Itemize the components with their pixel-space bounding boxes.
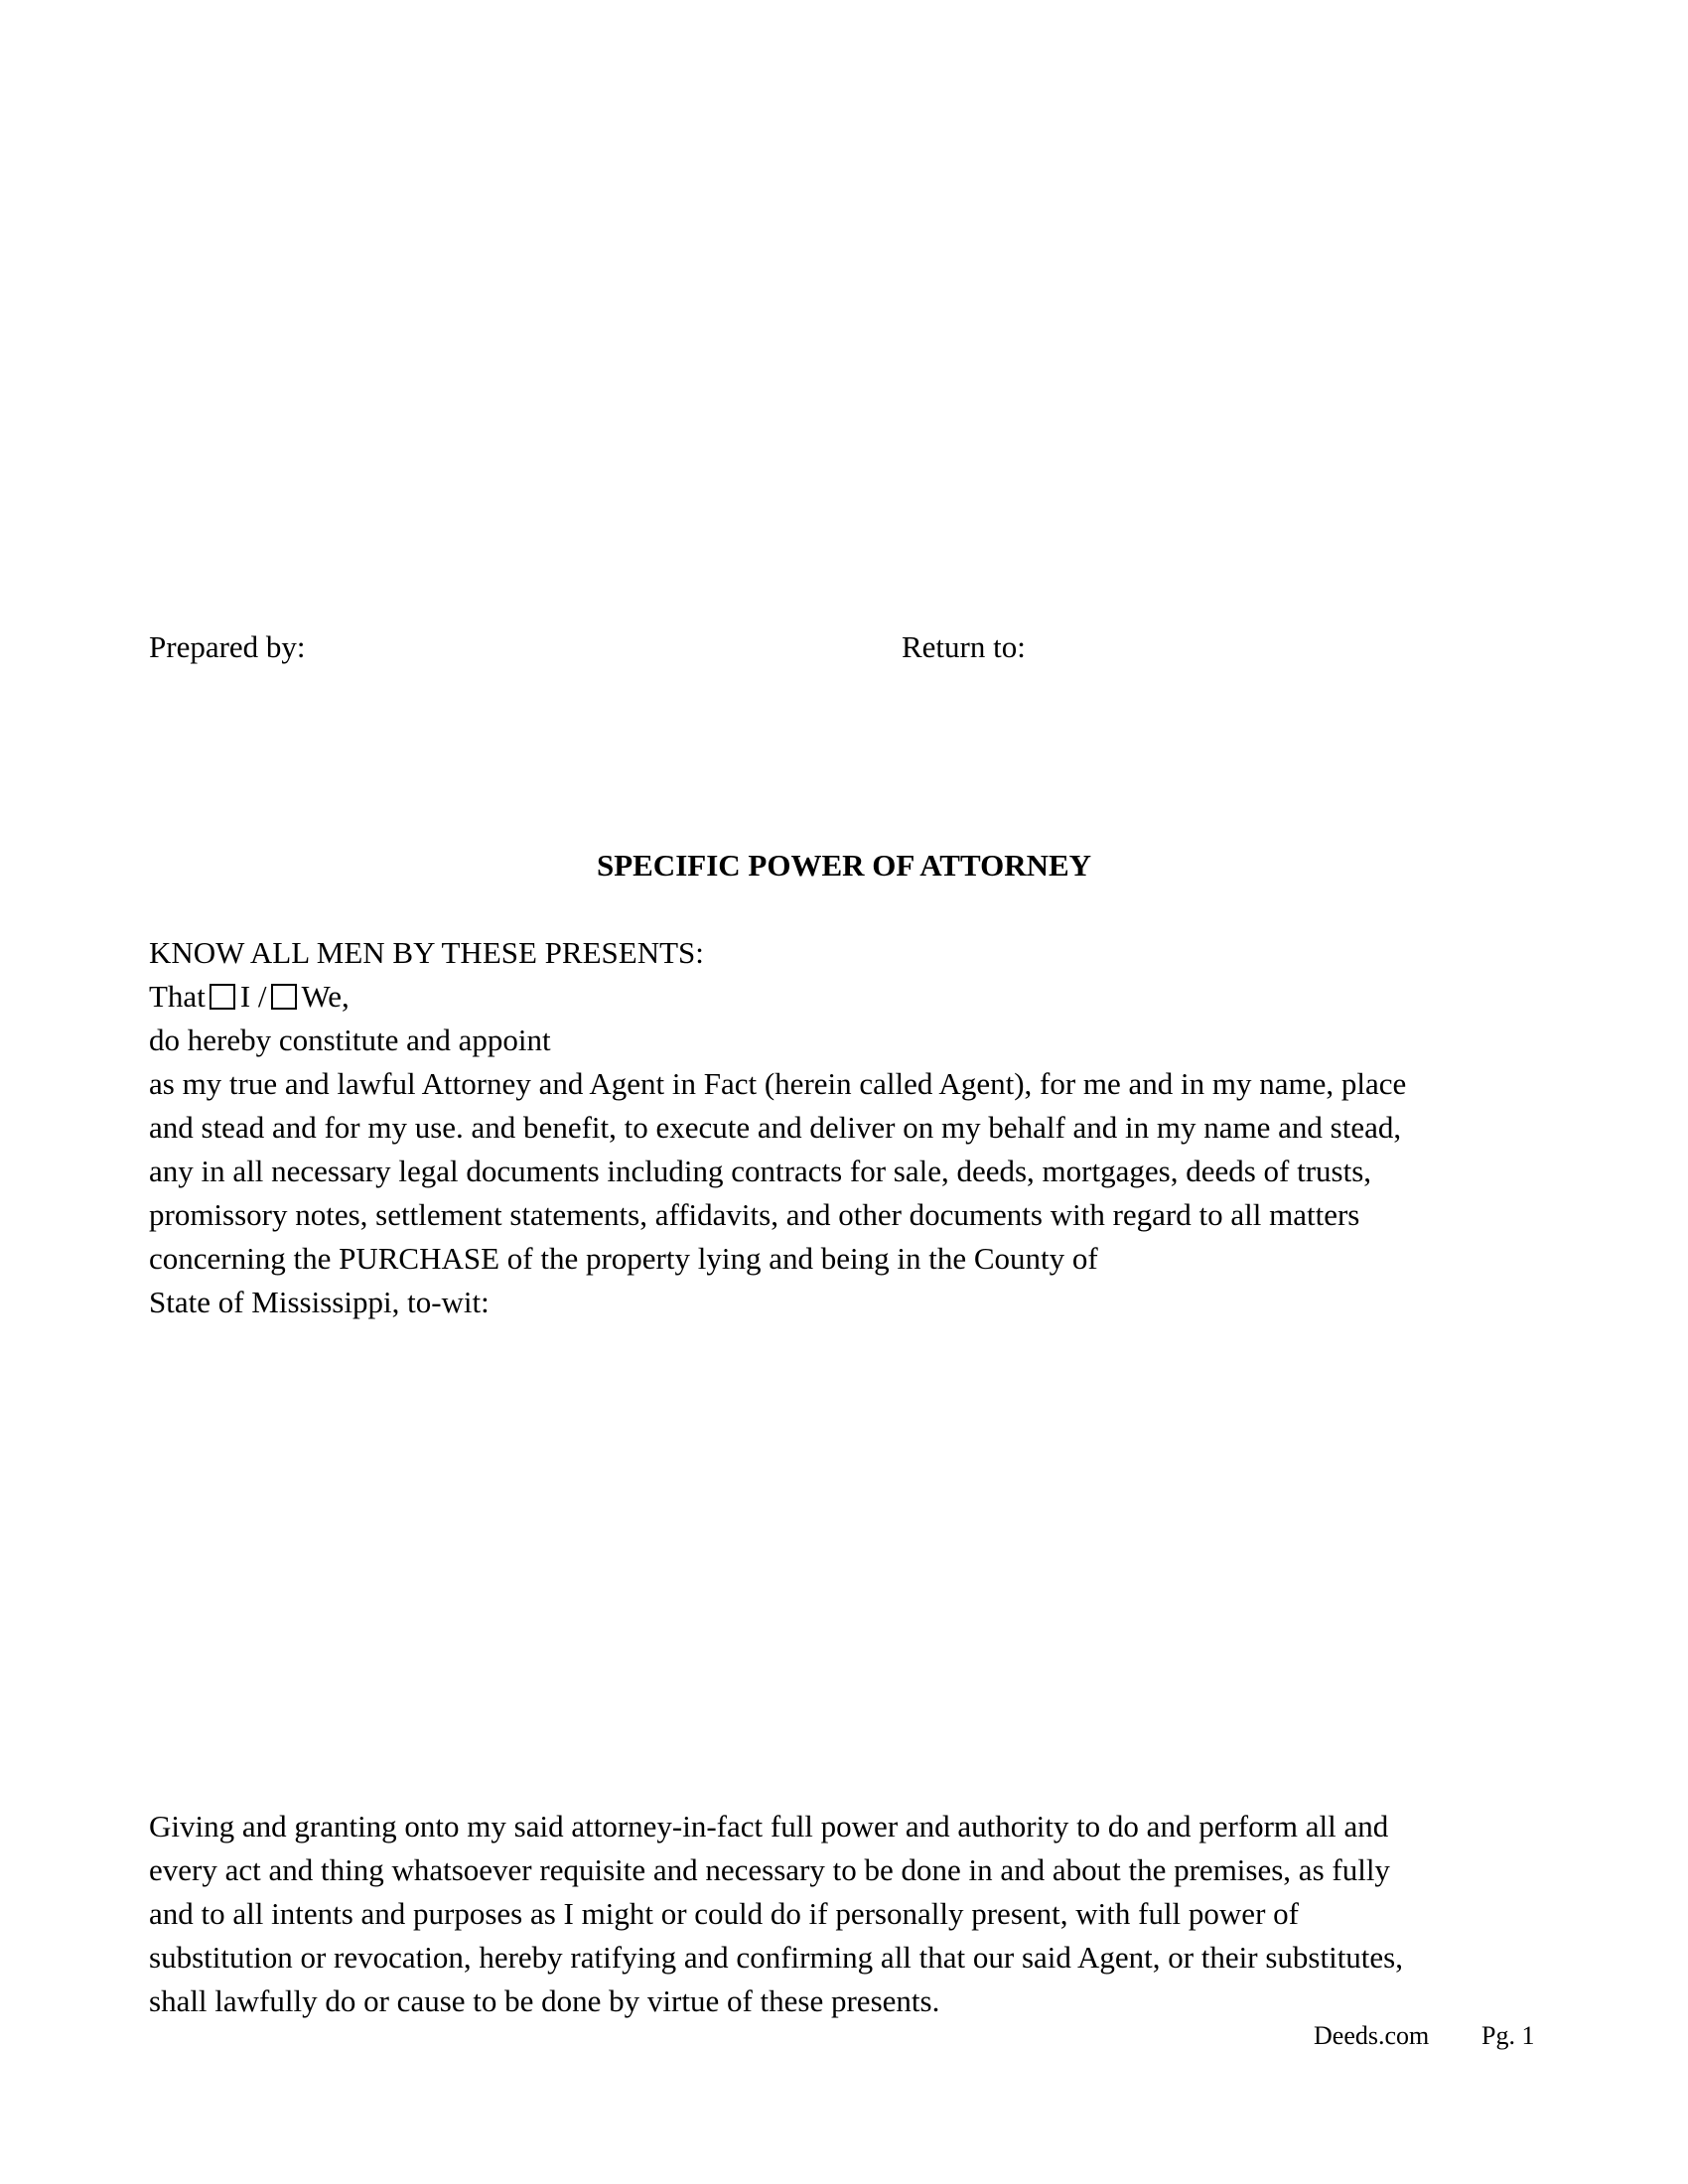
option-we-label: We, [301,979,350,1014]
closing-line: every act and thing whatsoever requisite and necessary to be done in and about the premises, as fully [149,1852,1390,1887]
body-block [149,931,1406,1324]
body-line: do hereby constitute and appoint [149,1023,551,1057]
prepared-by-label: Prepared by: [149,629,306,664]
checkbox-i[interactable] [210,984,235,1010]
body-line: any in all necessary legal documents including contracts for sale, deeds, mortgages, deeds of trusts, [149,1154,1372,1188]
document-title: SPECIFIC POWER OF ATTORNEY [596,848,1092,883]
closing-line: shall lawfully do or cause to be done by virtue of these presents. [149,1983,940,2018]
intro-line: KNOW ALL MEN BY THESE PRESENTS: [149,935,704,970]
closing-line: substitution or revocation, hereby ratifying and confirming all that our said Agent, or their substitutes, [149,1940,1403,1975]
body-line: State of Mississippi, to-wit: [149,1285,490,1319]
option-i-label: I / [239,979,267,1014]
page-number: Pg. 1 [1481,2021,1535,2050]
that-prefix: That [149,979,206,1014]
body-line: promissory notes, settlement statements, affidavits, and other documents with regard to all matters [149,1197,1360,1232]
closing-paragraph [149,1805,1403,2023]
that-line [149,975,1406,1019]
checkbox-we[interactable] [271,984,297,1010]
return-to-label: Return to: [902,629,1026,664]
body-line: concerning the PURCHASE of the property lying and being in the County of [149,1241,1098,1276]
body-line: as my true and lawful Attorney and Agent in Fact (herein called Agent), for me and in my name, place [149,1066,1407,1101]
closing-line: Giving and granting onto my said attorney-in-fact full power and authority to do and perform all and [149,1809,1389,1843]
closing-line: and to all intents and purposes as I might or could do if personally present, with full power of [149,1896,1299,1931]
footer-site: Deeds.com [1314,2021,1430,2050]
body-line: and stead and for my use. and benefit, to execute and deliver on my behalf and in my name and stead, [149,1110,1402,1145]
